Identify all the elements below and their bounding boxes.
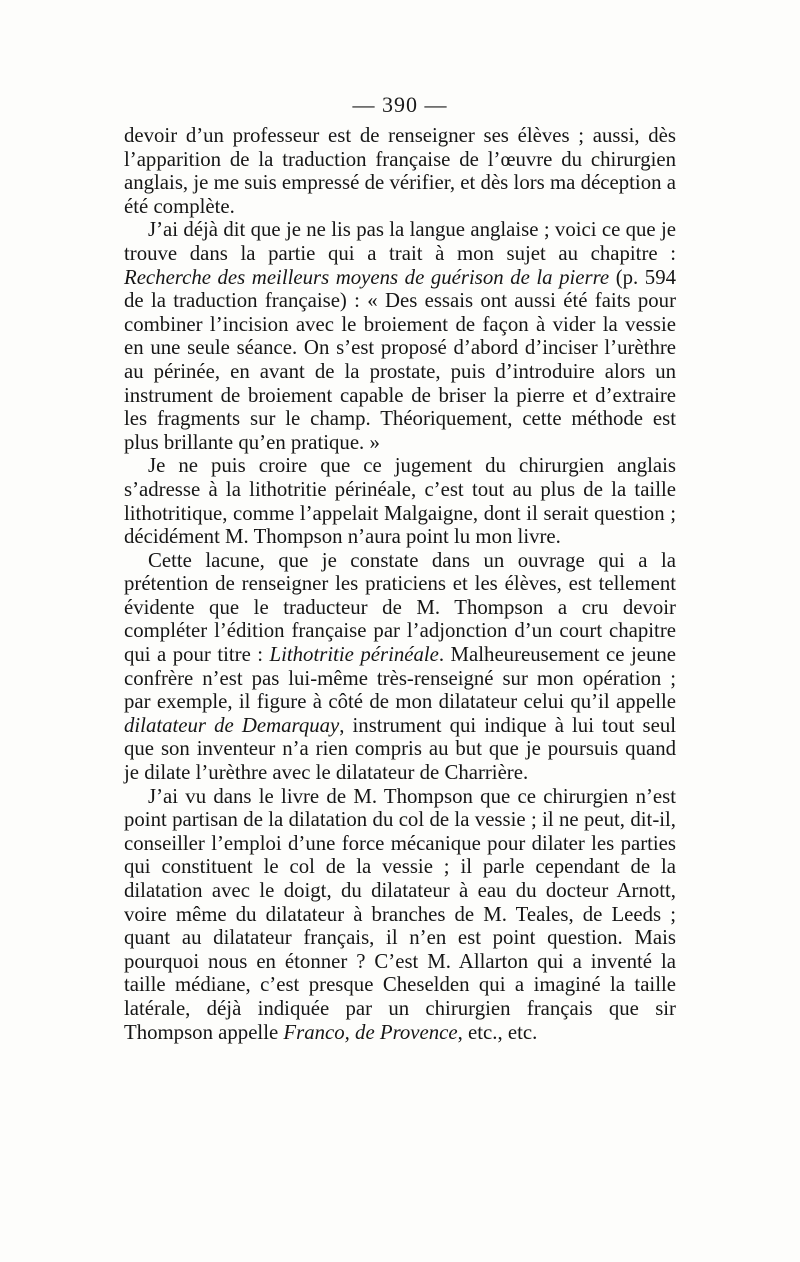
lithotritie-perineale-italic: Lithotritie périnéale (269, 643, 439, 667)
paragraph-4-text-b: . Malheureusement ce jeune confrère n’est pas lui-même très-renseigné sur mon opération ; par exemple, il figure à côté de mon dilatateur celui qu’il appelle (124, 643, 676, 714)
paragraph-4-text-a: Cette lacune, que je constate dans un ouvrage qui a la prétention de renseigner les praticiens et les élèves, est tellement évidente que le traducteur de M. Thompson a cru devoir compléter l’édition française par l’adjonction d’un court chapitre qui a pour titre : (124, 548, 676, 667)
paragraph-5-text-a: J’ai vu dans le livre de M. Thompson que ce chirurgien n’est point partisan de la dilatation du col de la vessie ; il ne peut, dit-il, conseiller l’emploi d’une force mécanique pour dilater les parties qui constituent le col de la vessie ; il parle cependant de la dilatation avec le doigt, du dilatateur à eau du docteur Arnott, voire même du dilatateur à branches de M. Teales, de Leeds ; quant au dilatateur français, il n’en est point question. Mais pourquoi nous en étonner ? C’est M. Allarton qui a inventé la taille médiane, c’est presque Cheselden qui a imaginé la taille latérale, déjà indiquée par un chirurgien français que sir Thompson appelle (124, 784, 676, 1044)
chapter-title-italic: Recherche des meilleurs moyens de guérison de la pierre (124, 265, 610, 289)
body-text (124, 124, 676, 1044)
paragraph-2-text-a: J’ai déjà dit que je ne lis pas la langue anglaise ; voici ce que je trouve dans la partie qui a trait à mon sujet au chapitre : (124, 218, 676, 265)
franco-de-provence-italic: Franco, de Provence (283, 1020, 458, 1044)
paragraph-4 (124, 549, 676, 785)
paragraph-1 (124, 124, 676, 218)
page-number: — 390 — (352, 92, 448, 117)
paragraph-1-text: devoir d’un professeur est de renseigner ses élèves ; aussi, dès l’apparition de la traduction française de l’œuvre du chirurgien anglais, je me suis empressé de vérifier, et dès lors ma déception a été complète. (124, 124, 676, 218)
paragraph-3-text: Je ne puis croire que ce jugement du chirurgien anglais s’adresse à la lithotritie périnéale, c’est tout au plus de la taille lithotritique, comme l’appelait Malgaigne, dont il serait question ; décidément M. Thompson n’aura point lu mon livre. (124, 454, 676, 549)
paragraph-2-text-b: (p. 594 de la traduction française) : « Des essais ont aussi été faits pour combiner l’incision avec le broiement de façon à vider la vessie en une seule séance. On s’est proposé d’abord d’inciser l’urèthre au périnée, en avant de la prostate, puis d’introduire alors un instrument de broiement capable de briser la pierre et d’extraire les fragments sur le champ. Théoriquement, cette méthode est plus brillante qu’en pratique. » (124, 265, 676, 454)
paragraph-4-text-c: , instrument qui indique à lui tout seul que son inventeur n’a rien compris au but que je poursuis quand je dilate l’urèthre avec le dilatateur de Charrière. (124, 713, 676, 785)
paragraph-5-text-b: , etc., etc. (457, 1020, 538, 1044)
paragraph-5 (124, 785, 676, 1045)
dilatateur-demarquay-italic: dilatateur de Demarquay (124, 713, 340, 737)
paragraph-2 (124, 218, 676, 454)
paragraph-3 (124, 454, 676, 548)
